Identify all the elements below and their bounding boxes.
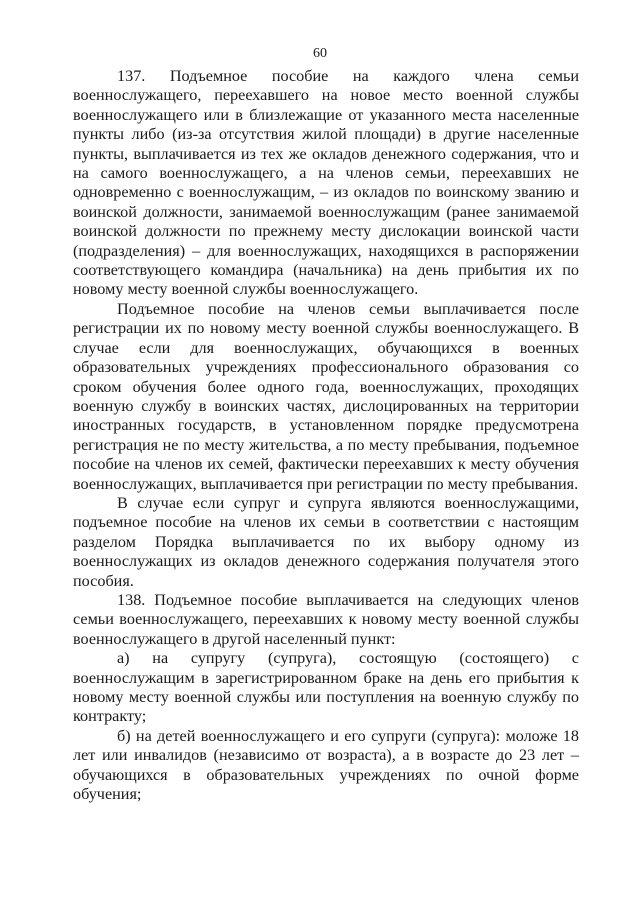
paragraph-138-intro: 138. Подъемное пособие выплачивается на следующих членов семьи военнослужащего, переехавших к новому месту военной службы военнослужащего в другой населенный пункт: bbox=[73, 590, 579, 648]
paragraph-spouses: В случае если супруг и супруга являются военнослужащими, подъемное пособие на членов их семьи в соответствии с настоящим разделом Порядка выплачивается по их выбору одному из военнослужащих из окладов денежного содержания получателя этого пособия. bbox=[73, 493, 579, 590]
page-number: 60 bbox=[313, 46, 327, 61]
paragraph-registration: Подъемное пособие на членов семьи выплачивается после регистрации их по новому месту военной службы военнослужащего. В случае если для военнослужащих, обучающихся в военных образовательных учреждениях профессионального образования со сроком обучения более одного года, военнослужащих, проходящих военную службу в воинских частях, дислоцированных на территории иностранных государств, в установленном порядке предусмотрена регистрация не по месту жительства, а по месту пребывания, подъемное пособие на членов их семей, фактически переехавших к месту обучения военнослужащих, выплачивается при регистрации по месту пребывания. bbox=[73, 299, 579, 493]
document-body bbox=[73, 67, 579, 804]
list-item-a: а) на супругу (супруга), состоящую (состоящего) с военнослужащим в зарегистрированном браке на день его прибытия к новому месту военной службы или поступления на военную службу по контракту; bbox=[73, 649, 579, 726]
list-item-b: б) на детей военнослужащего и его супруги (супруга): моложе 18 лет или инвалидов (независимо от возраста), а в возрасте до 23 лет – обучающихся в образовательных учреждениях по очной форме обучения; bbox=[73, 726, 579, 804]
paragraph-137-intro: 137. Подъемное пособие на каждого члена семьи военнослужащего, переехавшего на новое место военной службы военнослужащего или в близлежащие от указанного места населенные пункты либо (из-за отсутствия жилой площади) в другие населенные пункты, выплачивается из тех же окладов денежного содержания, что и на самого военнослужащего, а на членов семьи, переехавших не одновременно с военнослужащим, – из окладов по воинскому званию и воинской должности, занимаемой военнослужащим (ранее занимаемой воинской должности по прежнему месту дислокации воинской части (подразделения) – для военнослужащих, находящихся в распоряжении соответствующего командира (начальника) на день прибытия их по новому месту военной службы военнослужащего. bbox=[73, 67, 579, 299]
